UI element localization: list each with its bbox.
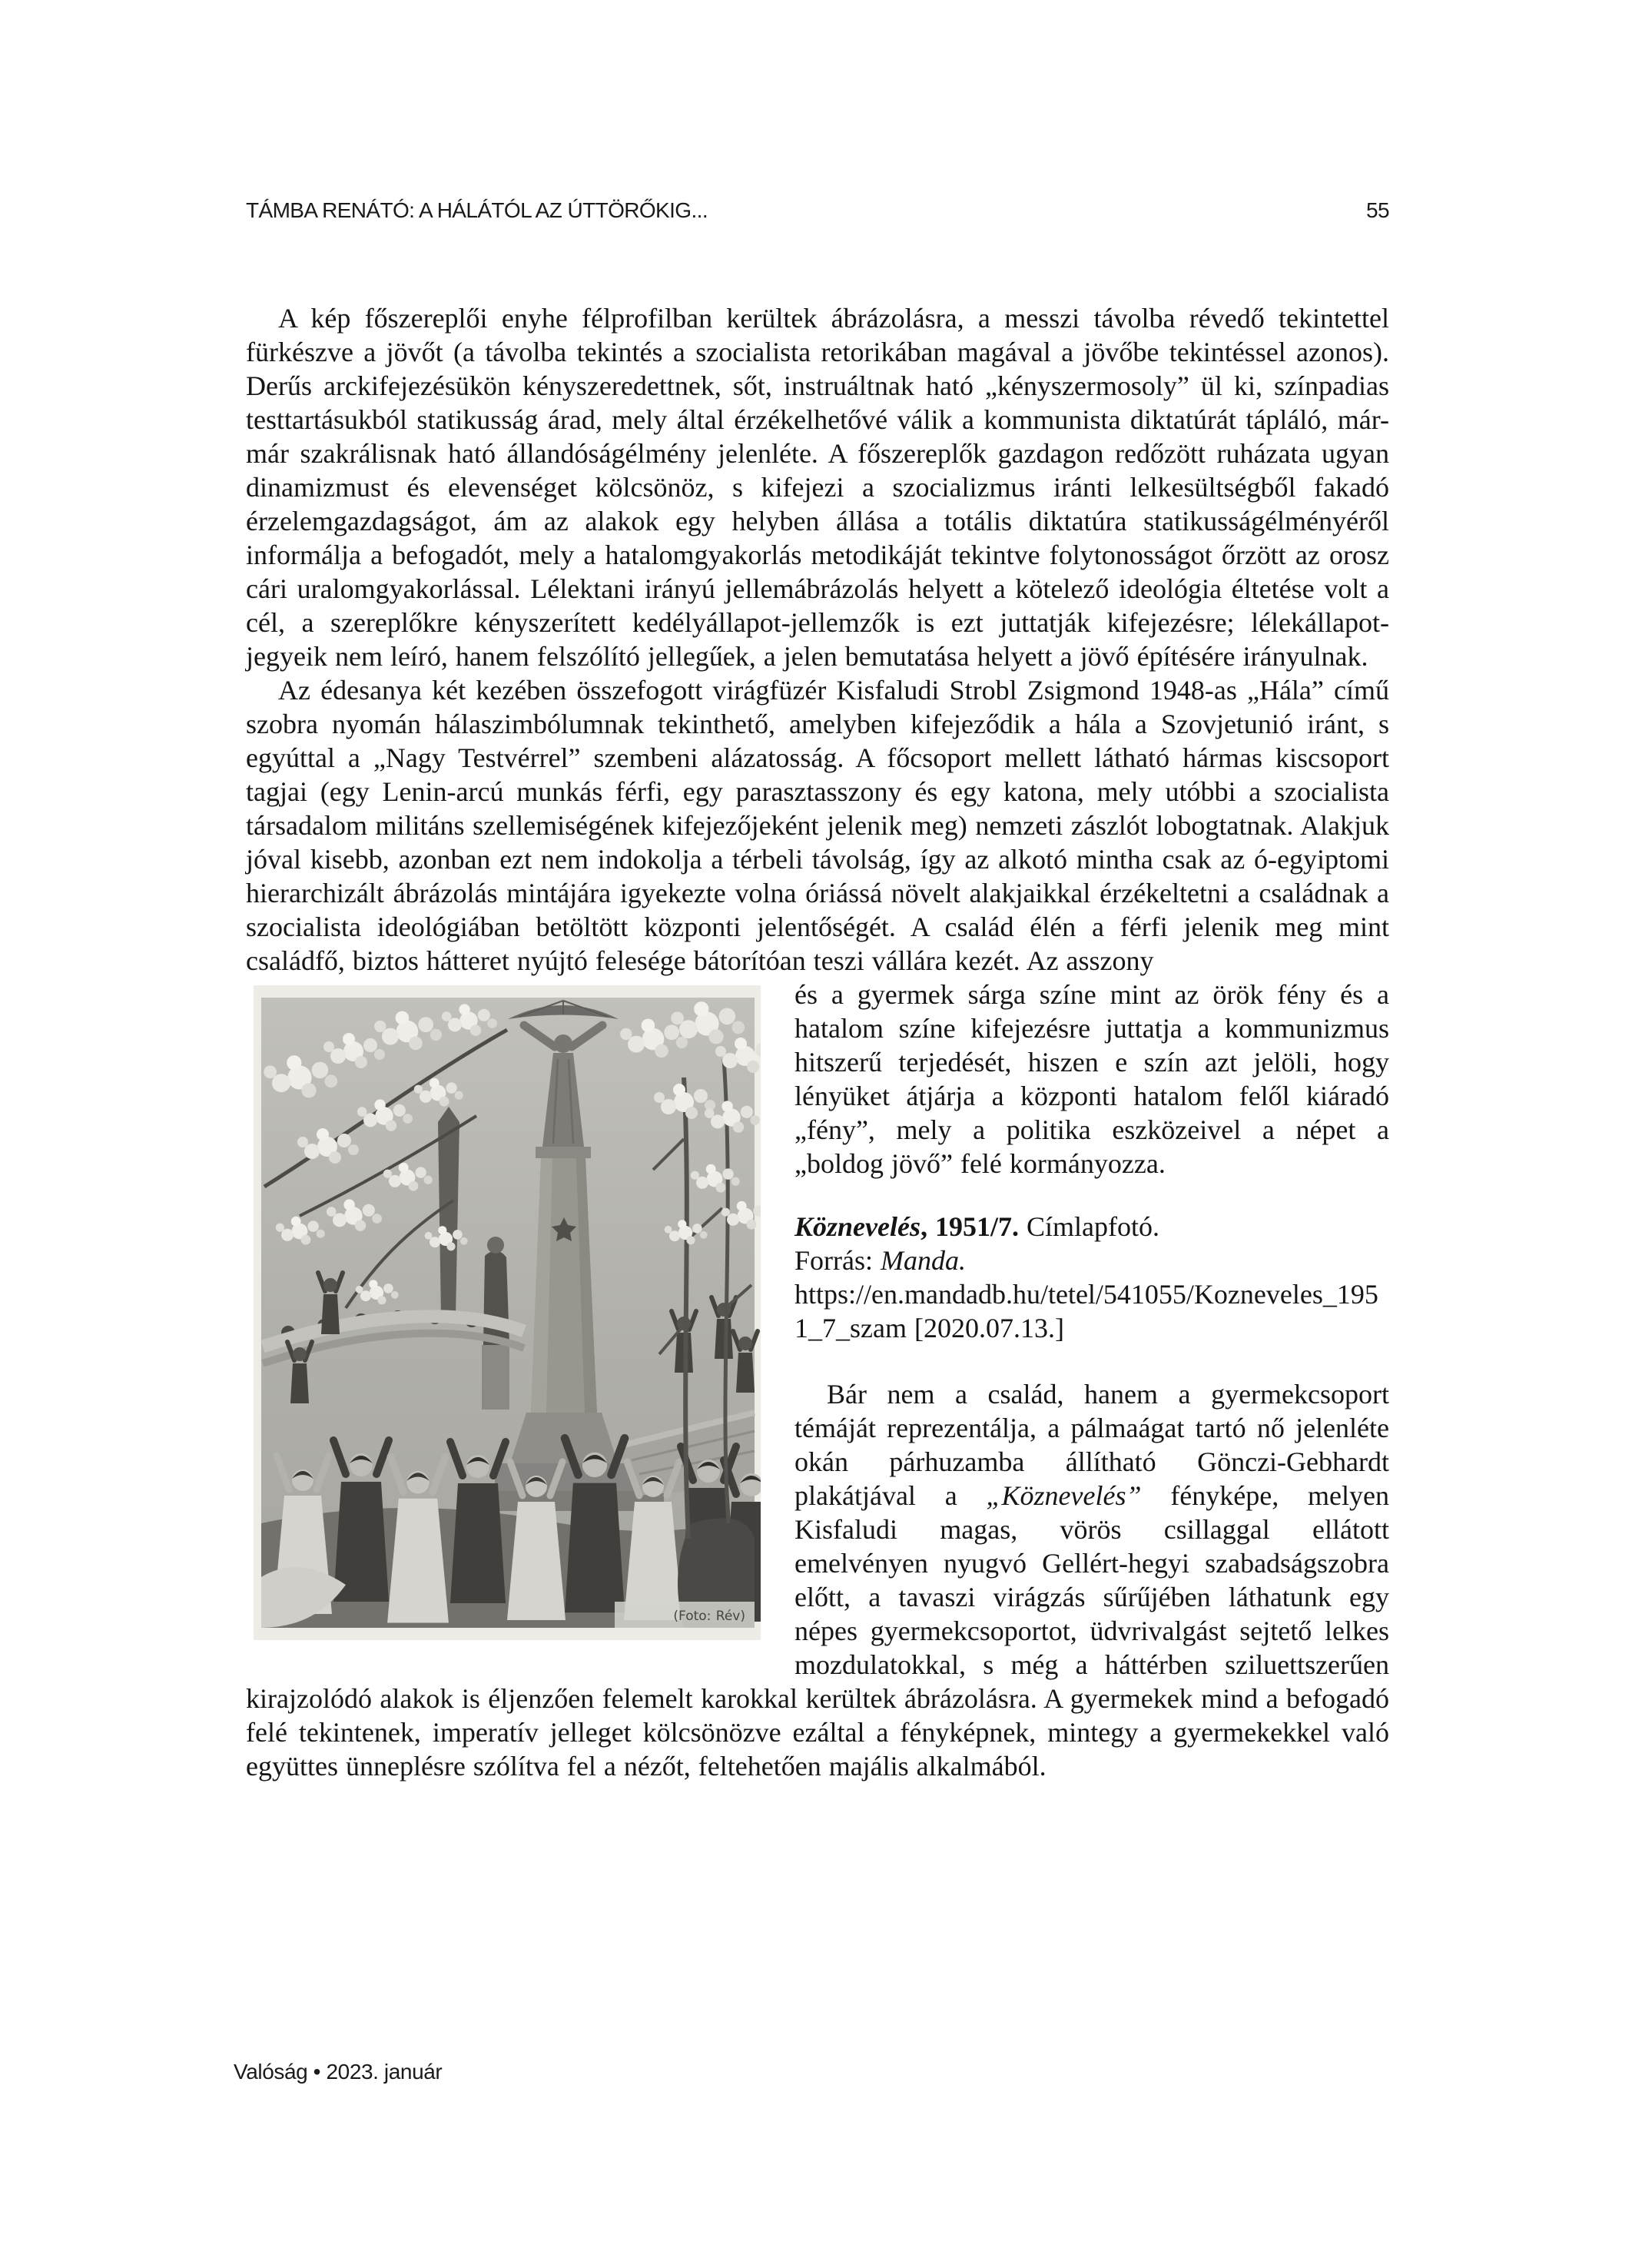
- running-header: [246, 198, 1389, 223]
- cover-photo-figure: [254, 985, 761, 1640]
- paragraph-3-journal-name: „Köznevelés”: [986, 1480, 1142, 1511]
- paragraph-2-continued: és a gyermek sárga színe mint az örök fény és a hatalom színe kifejezésre juttatja a kommunizmus hitszerű terjedését, hiszen e szín azt jelöli, hogy lényüket átjárja a központi hatalom felől kiáradó „fény”, mely a politika eszközeivel a népet a „boldog jövő” felé kormányozza.: [794, 979, 1389, 1179]
- caption-issue: , 1951/7.: [920, 1211, 1019, 1242]
- cover-photo-image: [254, 985, 761, 1640]
- paragraph-2-start: Az édesanya két kezében összefogott virágfüzér Kisfaludi Strobl Zsigmond 1948-as „Hála” című szobra nyomán hálaszimbólumnak tekinthető, amelyben kifejeződik a hála a Szovjetunió iránt, s egyúttal a „Nagy Testvérrel” szembeni alázatosság. A főcsoport mellett látható hármas kiscsoport tagjai (egy Lenin-arcú munkás férfi, egy parasztasszony és egy katona, mely utóbbi a szocialista társadalom militáns szellemiségének kifejezőjeként jelenik meg) nemzeti zászlót lobogtatnak. Alakjuk jóval kisebb, azonban ezt nem indokolja a térbeli távolság, így az alkotó mintha csak az ó-egyiptomi hierarchizált ábrázolás mintájára igyekezte volna óriássá növelt alakjaikkal érzékeltetni a családnak a szocialista ideológiában betöltött központi jelentőségét. A család élén a férfi jelenik meg mint családfő, biztos hátteret nyújtó felesége bátorítóan teszi vállára kezét. Az asszony: [246, 675, 1389, 976]
- article-body: [246, 301, 1389, 1783]
- caption-source-label: Forrás:: [794, 1245, 881, 1276]
- paragraph-1: A kép főszereplői enyhe félprofilban kerültek ábrázolásra, a messzi távolba révedő tekintettel fürkészve a jövőt (a távolba tekintés a szocialista retorikában magával a jövőbe tekintéssel azonos). Derűs arckifejezésükön kényszeredettnek, sőt, instruáltnak ható „kényszermosoly” ül ki, színpadias testtartásukból statikusság árad, mely által érzékelhetővé válik a kommunista diktatúrát tápláló, már-már szakrálisnak ható állandóságélmény jelenléte. A főszereplők gazdagon redőzött ruházata ugyan dinamizmust és elevenséget kölcsönöz, s kifejezi a szocializmus iránti lelkesültségből fakadó érzelemgazdagságot, ám az alakok egy helyben állása a totális diktatúra statikusságélményéről informálja a befogadót, mely a hatalomgyakorlás metodikáját tekintve folytonosságot őrzött az orosz cári uralomgyakorlással. Lélektani irányú jellemábrázolás helyett a kötelező ideológia éltetése volt a cél, a szereplőkre kényszerített kedélyállapot-jellemzők is ezt juttatják kifejezésre; lélekállapot-jegyeik nem leíró, hanem felszólító jellegűek, a jelen bemutatása helyett a jövő építésére irányulnak.: [246, 303, 1389, 672]
- paragraph-3-text-start: Bár nem a család, hanem a gyermekcsoport témáját reprezentálja, a pálmaágat tartó nő jelenléte okán párhuzamba állítható Gönczi-Gebhardt plakátjával a: [794, 1379, 1389, 1511]
- page-number: 55: [1366, 198, 1389, 222]
- page-content: [246, 198, 1389, 1783]
- caption-journal-title: Köznevelés: [794, 1211, 920, 1242]
- caption-type: Címlapfotó.: [1018, 1211, 1159, 1242]
- photo-credit: (Foto: Rév): [673, 1609, 745, 1624]
- paragraph-3-text-end: fényképe, melyen Kisfaludi magas, vörös csillaggal ellátott emelvényen nyugvó Gellért-hegyi szabadságszobra előtt, a tavaszi virágzás sűrűjében láthatunk egy népes gyermekcsoportot, üdvrivalgást sejtető lelkes mozdulatokkal, s még a háttérben sziluettszerűen kirajzolódó alakok is éljenzően felemelt karokkal kerültek ábrázolásra. A gyermekek mind a befogadó felé tekintenek, imperatív jelleget kölcsönözve ezáltal a fényképnek, mintegy a gyermekekkel való együttes ünneplésre szólítva fel a nézőt, feltehetően majális alkalmából.: [246, 1480, 1390, 1782]
- caption-source-name: Manda.: [881, 1245, 966, 1276]
- running-title: TÁMBA RENÁTÓ: A HÁLÁTÓL AZ ÚTTÖRŐKIG...: [246, 198, 708, 222]
- caption-source-url: https://en.mandadb.hu/tetel/541055/Kozneveles_1951_7_szam [2020.07.13.]: [794, 1279, 1378, 1343]
- journal-footer: Valóság • 2023. január: [234, 2060, 443, 2084]
